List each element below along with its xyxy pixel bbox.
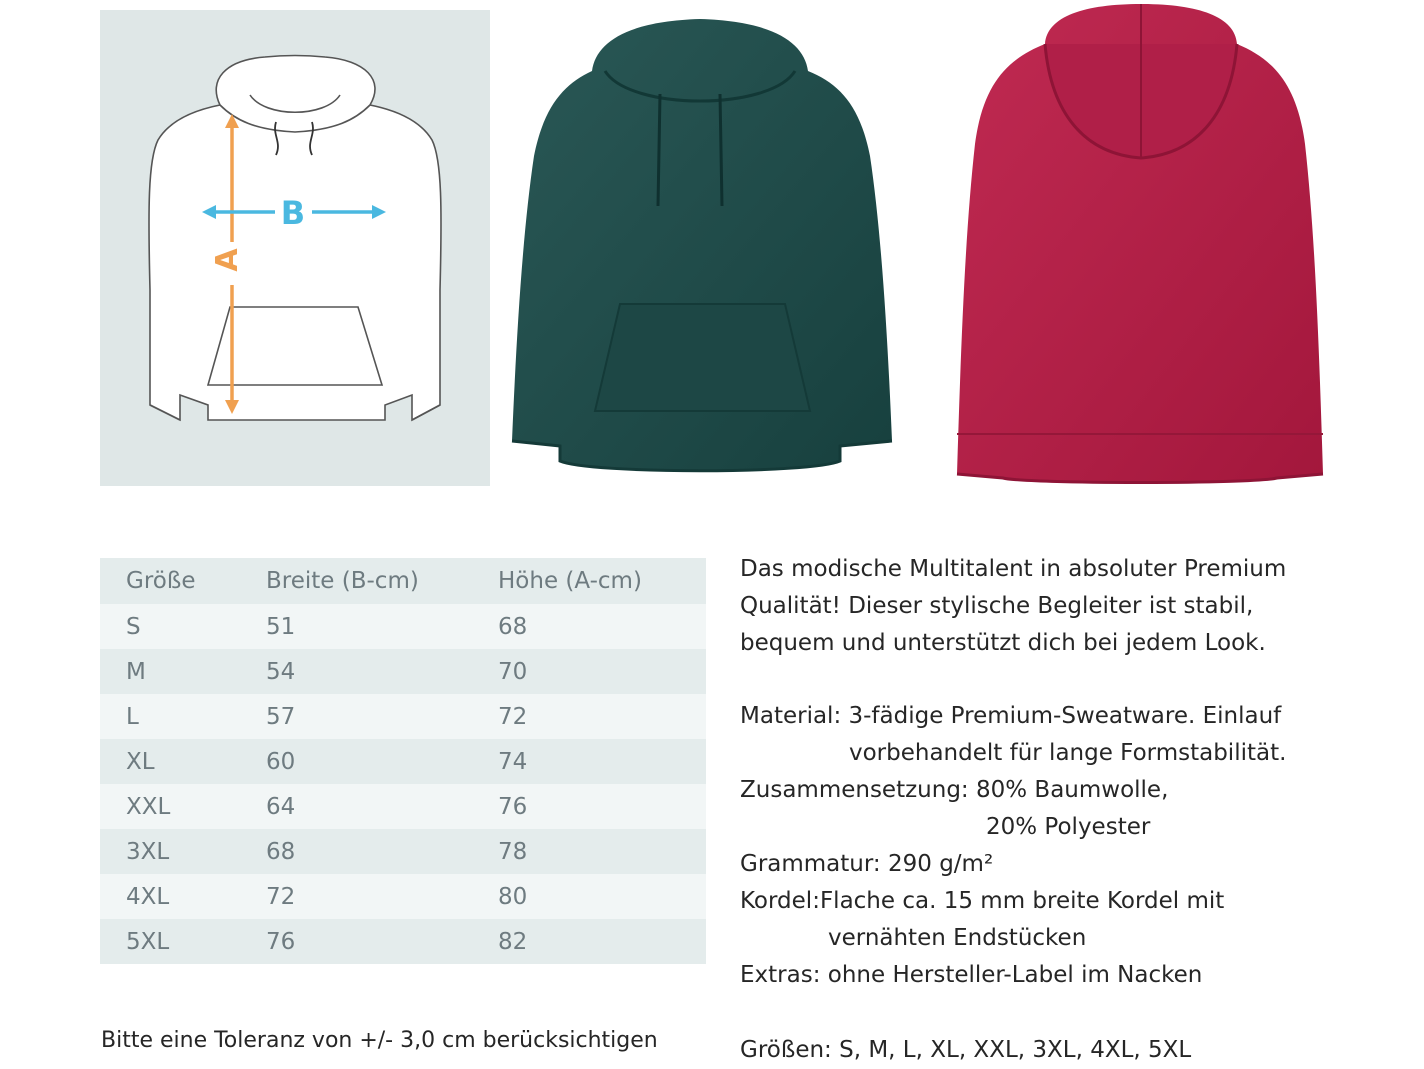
cell-height: 76 xyxy=(498,793,528,820)
label-b: B xyxy=(280,194,306,232)
hoodie-outline-icon xyxy=(100,10,490,486)
cell-size: 4XL xyxy=(126,883,170,910)
cell-height: 80 xyxy=(498,883,528,910)
cell-width: 64 xyxy=(266,793,296,820)
cell-height: 74 xyxy=(498,748,528,775)
cell-size: 3XL xyxy=(126,838,170,865)
table-row xyxy=(100,919,706,964)
table-row xyxy=(100,784,706,829)
description-specs xyxy=(740,698,1286,994)
hoodie-front-photo xyxy=(510,16,895,478)
cell-size: M xyxy=(126,658,146,685)
cord-line-cont: vernähten Endstücken xyxy=(828,925,1087,951)
cell-size: S xyxy=(126,613,141,640)
intro-line: Qualität! Dieser stylische Begleiter ist stabil, xyxy=(740,593,1254,619)
material-line-cont: vorbehandelt für lange Formstabilität. xyxy=(849,740,1287,766)
tolerance-note: Bitte eine Toleranz von +/- 3,0 cm berücksichtigen xyxy=(101,1028,658,1053)
extras-line: Extras: ohne Hersteller-Label im Nacken xyxy=(740,962,1203,988)
composition-line-cont: 20% Polyester xyxy=(986,814,1151,840)
label-a: A xyxy=(210,248,245,272)
header-width: Breite (B-cm) xyxy=(266,568,419,594)
cell-size: XXL xyxy=(126,793,171,820)
cell-height: 82 xyxy=(498,928,528,955)
table-row xyxy=(100,829,706,874)
table-header-row xyxy=(100,558,706,604)
cell-width: 54 xyxy=(266,658,296,685)
cell-height: 68 xyxy=(498,613,528,640)
cell-width: 57 xyxy=(266,703,296,730)
header-height: Höhe (A-cm) xyxy=(498,568,642,594)
grammage-line: Grammatur: 290 g/m² xyxy=(740,851,994,877)
table-row xyxy=(100,604,706,649)
table-row xyxy=(100,694,706,739)
cell-height: 72 xyxy=(498,703,528,730)
cell-width: 72 xyxy=(266,883,296,910)
cell-height: 78 xyxy=(498,838,528,865)
description-intro xyxy=(740,551,1286,662)
intro-line: Das modische Multitalent in absoluter Premium xyxy=(740,556,1287,582)
material-line: Material: 3-fädige Premium-Sweatware. Einlauf xyxy=(740,703,1282,729)
header-size: Größe xyxy=(126,568,196,594)
cell-height: 70 xyxy=(498,658,528,685)
table-row xyxy=(100,874,706,919)
cell-size: XL xyxy=(126,748,155,775)
sizes-line: Größen: S, M, L, XL, XXL, 3XL, 4XL, 5XL xyxy=(740,1037,1192,1063)
cell-size: L xyxy=(126,703,139,730)
cell-width: 68 xyxy=(266,838,296,865)
cell-width: 60 xyxy=(266,748,296,775)
size-diagram xyxy=(100,10,490,486)
table-row xyxy=(100,649,706,694)
hoodie-back-photo xyxy=(955,4,1327,486)
cord-line: Kordel:Flache ca. 15 mm breite Kordel mit xyxy=(740,888,1225,914)
size-table xyxy=(100,558,706,964)
cell-width: 76 xyxy=(266,928,296,955)
intro-line: bequem und unterstützt dich bei jedem Look. xyxy=(740,630,1266,656)
cell-width: 51 xyxy=(266,613,296,640)
table-row xyxy=(100,739,706,784)
cell-size: 5XL xyxy=(126,928,170,955)
composition-line: Zusammensetzung: 80% Baumwolle, xyxy=(740,777,1169,803)
